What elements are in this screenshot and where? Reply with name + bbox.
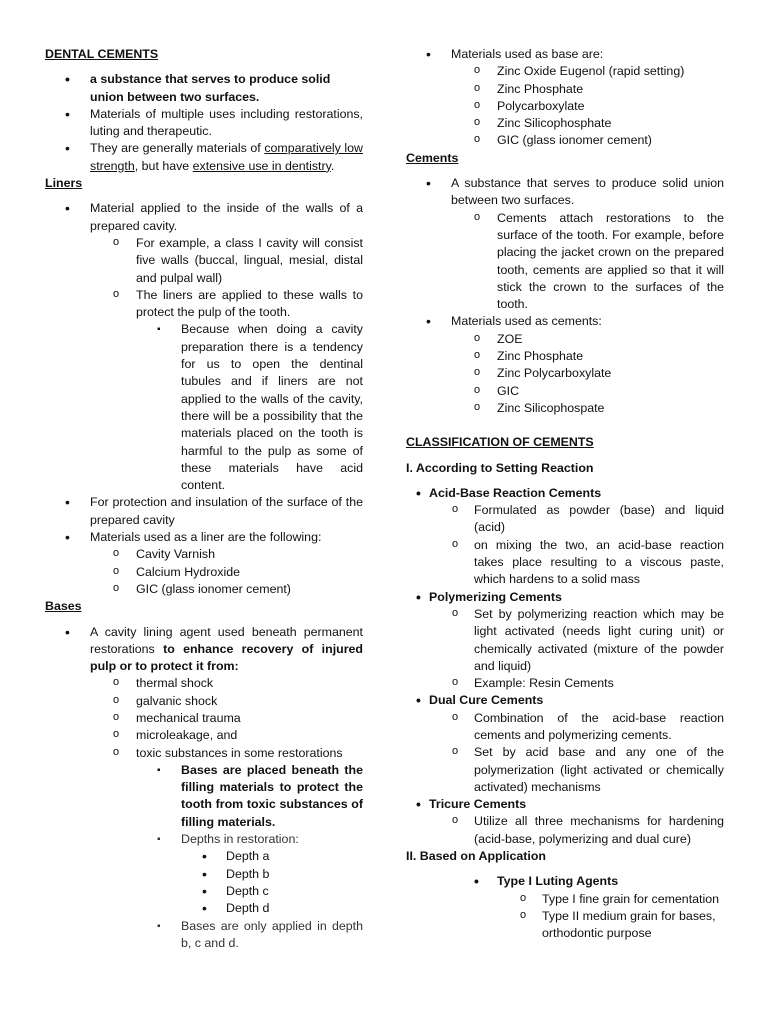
list-item: o The liners are applied to these walls to protect the pulp of the tooth.: [45, 287, 363, 322]
application-list: [406, 873, 724, 942]
dental-cements-heading: DENTAL CEMENTS: [45, 47, 159, 61]
list-item: • Type I Luting Agents: [406, 873, 724, 890]
list-item: o thermal shock: [45, 675, 363, 692]
list-item: o mechanical trauma: [45, 710, 363, 727]
list-item: o galvanic shock: [45, 693, 363, 710]
list-item: • a substance that serves to produce solid union between two surfaces.: [45, 71, 363, 106]
list-item: o Zinc Phosphate: [406, 81, 724, 98]
cements-heading: Cements: [406, 150, 459, 165]
list-item: • Materials used as cements:: [406, 313, 724, 330]
setting-reaction-heading: I. According to Setting Reaction: [406, 460, 594, 475]
list-item: • Depth b: [45, 866, 363, 883]
right-column: [406, 46, 724, 943]
base-materials-list: [406, 46, 724, 150]
list-item: o Polycarboxylate: [406, 98, 724, 115]
setting-reaction-list: [406, 485, 724, 848]
list-item: • A substance that serves to produce solid union between two surfaces.: [406, 175, 724, 210]
left-column: [45, 46, 363, 952]
dental-cements-list: [45, 71, 363, 175]
list-item: o on mixing the two, an acid-base reaction takes place resulting to a viscous paste, which hardens to a solid mass: [406, 537, 724, 589]
list-item: o Utilize all three mechanisms for hardening (acid-base, polymerizing and dual cure): [406, 813, 724, 848]
list-item: o Zinc Phosphate: [406, 348, 724, 365]
list-item: o Combination of the acid-base reaction cements and polymerizing cements.: [406, 710, 724, 745]
list-item: • Materials used as base are:: [406, 46, 724, 63]
list-item: o Set by polymerizing reaction which may be light activated (needs light curing unit) or chemically activated (mixture of the powder and liquid): [406, 606, 724, 675]
list-item: o ZOE: [406, 331, 724, 348]
list-item: o GIC: [406, 383, 724, 400]
list-item: o Formulated as powder (base) and liquid (acid): [406, 502, 724, 537]
list-item: o Zinc Oxide Eugenol (rapid setting): [406, 63, 724, 80]
list-item: o toxic substances in some restorations: [45, 745, 363, 762]
list-item: • Acid-Base Reaction Cements: [406, 485, 724, 502]
list-item: o Type II medium grain for bases, orthodontic purpose: [406, 908, 724, 943]
list-item: ▪ Depths in restoration:: [45, 831, 363, 848]
list-item: o microleakage, and: [45, 727, 363, 744]
list-item: o Calcium Hydroxide: [45, 564, 363, 581]
application-heading: II. Based on Application: [406, 849, 546, 864]
list-item: • Tricure Cements: [406, 796, 724, 813]
list-item: • Depth d: [45, 900, 363, 917]
list-item: • Polymerizing Cements: [406, 589, 724, 606]
cements-list: [406, 175, 724, 417]
list-item: • Material applied to the inside of the walls of a prepared cavity.: [45, 200, 363, 235]
liners-list: [45, 200, 363, 598]
list-item: o Cements attach restorations to the surface of the tooth. For example, before placing the jacket crown on the prepared tooth, cements are applied so that it will stick the crown to the surfaces of the tooth.: [406, 210, 724, 314]
list-item: ▪ Bases are only applied in depth b, c and d.: [45, 918, 363, 953]
list-item: o Zinc Polycarboxylate: [406, 365, 724, 382]
list-item: • Materials used as a liner are the following:: [45, 529, 363, 546]
list-item: • For protection and insulation of the surface of the prepared cavity: [45, 494, 363, 529]
list-item: o GIC (glass ionomer cement): [45, 581, 363, 598]
list-item: • Depth a: [45, 848, 363, 865]
list-item: • Materials of multiple uses including restorations, luting and therapeutic.: [45, 106, 363, 141]
list-item: ▪ Bases are placed beneath the filling materials to protect the tooth from toxic substances of filling materials.: [45, 762, 363, 831]
list-item: o Type I fine grain for cementation: [406, 891, 724, 908]
list-item: • Dual Cure Cements: [406, 692, 724, 709]
list-item: o Zinc Silicophosphate: [406, 115, 724, 132]
classification-heading: CLASSIFICATION OF CEMENTS: [406, 435, 594, 450]
list-item: o GIC (glass ionomer cement): [406, 132, 724, 149]
list-item: o Example: Resin Cements: [406, 675, 724, 692]
bases-list: [45, 624, 363, 953]
list-item: o Zinc Silicophospate: [406, 400, 724, 417]
liners-heading: Liners: [45, 176, 83, 191]
list-item: • Depth c: [45, 883, 363, 900]
list-item: ▪ Because when doing a cavity preparation there is a tendency for us to open the dentinal tubules and if liners are not applied to the walls of the cavity, there will be a possibility that the materials placed on the tooth is harmful to the pulp as some of these materials have acid content.: [45, 321, 363, 494]
list-item: • They are generally materials of comparatively low strength, but have extensive use in dentistry.: [45, 140, 363, 175]
list-item: o Set by acid base and any one of the polymerization (light activated or chemically activated) mechanisms: [406, 744, 724, 796]
list-item: o Cavity Varnish: [45, 546, 363, 563]
list-item: • A cavity lining agent used beneath permanent restorations to enhance recovery of injured pulp or to protect it from:: [45, 624, 363, 676]
bases-heading: Bases: [45, 599, 82, 614]
list-item: o For example, a class I cavity will consist five walls (buccal, lingual, mesial, distal and pulpal wall): [45, 235, 363, 287]
